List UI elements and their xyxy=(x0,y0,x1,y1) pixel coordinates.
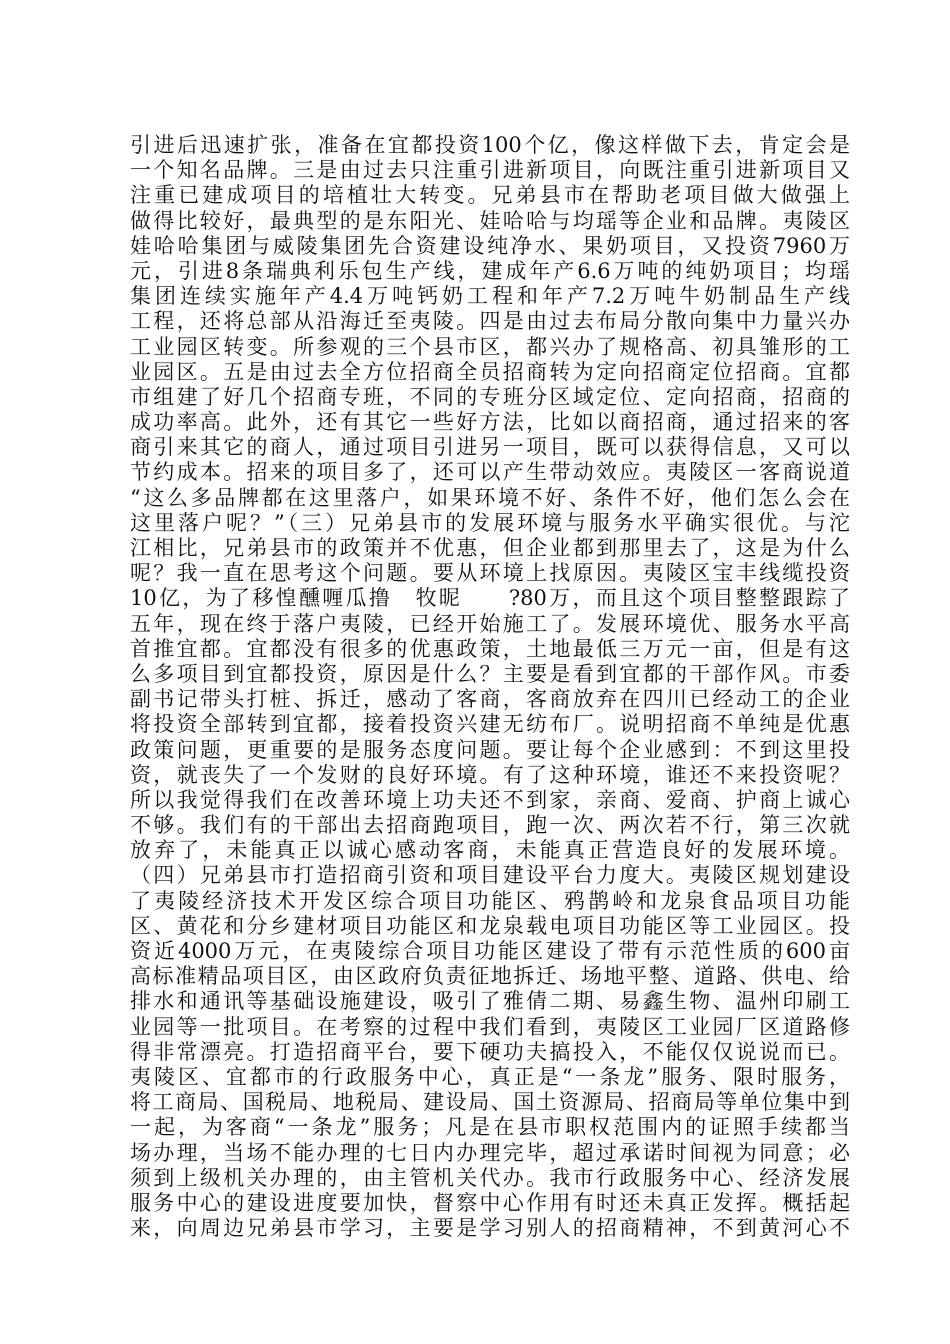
text-line: 副书记带头打桩、拆迁，感动了客商，客商放弃在四川已经动工的企业 xyxy=(130,687,850,712)
text-line: 放弃了，未能真正以诚心感动客商，未能真正营造良好的发展环境。 xyxy=(130,838,850,863)
text-line: 了夷陵经济技术开发区综合项目功能区、鸦鹊岭和龙泉食品项目功能 xyxy=(130,888,850,913)
text-line: 工业园区转变。所参观的三个县市区，都兴办了规格高、初具雏形的工 xyxy=(130,334,850,359)
text-line: 高标准精品项目区，由区政府负责征地拆迁、场地平整、道路、供电、给 xyxy=(130,964,850,989)
text-line: 不够。我们有的干部出去招商跑项目，跑一次、两次若不行，第三次就 xyxy=(130,813,850,838)
text-line: 元，引进8条瑞典利乐包生产线，建成年产6.6万吨的纯奶项目；均瑶 xyxy=(130,258,850,283)
text-line: 市组建了好几个招商专班，不同的专班分区域定位、定向招商，招商的 xyxy=(130,384,850,409)
text-line: 业园等一批项目。在考察的过程中我们看到，夷陵区工业园厂区道路修 xyxy=(130,1014,850,1039)
text-line: 做得比较好，最典型的是东阳光、娃哈哈与均瑶等企业和品牌。夷陵区 xyxy=(130,208,850,233)
text-line: 五年，现在终于落户夷陵，已经开始施工了。发展环境优、服务水平高 xyxy=(130,611,850,636)
text-line: 得非常漂亮。打造招商平台，要下硬功夫搞投入，不能仅仅说说而已。 xyxy=(130,1039,850,1064)
text-line: 商引来其它的商人，通过项目引进另一项目，既可以获得信息，又可以 xyxy=(130,435,850,460)
text-line: （四）兄弟县市打造招商引资和项目建设平台力度大。夷陵区规划建设 xyxy=(130,863,850,888)
text-line: 来，向周边兄弟县市学习，主要是学习别人的招商精神，不到黄河心不 xyxy=(130,1216,850,1241)
text-line: 10亿，为了移惶醺喱瓜撸 牧昵 ?80万，而且这个项目整整跟踪了 xyxy=(130,586,850,611)
text-line: 么多项目到宜都投资，原因是什么？主要是看到宜都的干部作风。市委 xyxy=(130,661,850,686)
text-line: 江相比，兄弟县市的政策并不优惠，但企业都到那里去了，这是为什么 xyxy=(130,536,850,560)
text-line: 排水和通讯等基础设施建设，吸引了雅倩二期、易鑫生物、温州印刷工 xyxy=(130,989,850,1014)
text-line: 将投资全部转到宜都，接着投资兴建无纺布厂。说明招商不单纯是优惠 xyxy=(130,712,850,737)
text-line: 将工商局、国税局、地税局、建设局、国土资源局、招商局等单位集中到 xyxy=(130,1090,850,1115)
text-line: 娃哈哈集团与威陵集团先合资建设纯净水、果奶项目，又投资7960万 xyxy=(130,233,850,258)
text-line: 这里落户呢？”（三）兄弟县市的发展环境与服务水平确实很优。与沱 xyxy=(130,510,850,535)
text-line: 集团连续实施年产4.4万吨钙奶工程和年产7.2万吨牛奶制品生产线 xyxy=(130,284,850,309)
text-line: 一起，为客商“一条龙”服务；凡是在县市职权范围内的证照手续都当 xyxy=(130,1115,850,1140)
body-text xyxy=(130,133,850,1241)
text-line: 区、黄花和分乡建材项目功能区和龙泉载电项目功能区等工业园区。投 xyxy=(130,913,850,938)
text-line: 引进后迅速扩张，准备在宜都投资100个亿，像这样做下去，肯定会是 xyxy=(130,133,850,157)
text-line: 资，就丧失了一个发财的良好环境。有了这种环境，谁还不来投资呢？ xyxy=(130,762,850,787)
text-line: 工程，还将总部从沿海迁至夷陵。四是由过去布局分散向集中力量兴办 xyxy=(130,309,850,334)
text-line: 成功率高。此外，还有其它一些好方法，比如以商招商，通过招来的客 xyxy=(130,410,850,435)
text-line: “这么多品牌都在这里落户，如果环境不好、条件不好，他们怎么会在 xyxy=(130,485,850,510)
text-line: 节约成本。招来的项目多了，还可以产生带动效应。夷陵区一客商说道 xyxy=(130,460,850,485)
text-line: 须到上级机关办理的，由主管机关代办。我市行政服务中心、经济发展 xyxy=(130,1165,850,1190)
text-line: 业园区。五是由过去全方位招商全员招商转为定向招商定位招商。宜都 xyxy=(130,359,850,384)
text-line: 夷陵区、宜都市的行政服务中心，真正是“一条龙”服务、限时服务， xyxy=(130,1064,850,1089)
text-line: 服务中心的建设进度要加快，督察中心作用有时还未真正发挥。概括起 xyxy=(130,1190,850,1215)
text-line: 注重已建成项目的培植壮大转变。兄弟县市在帮助老项目做大做强上 xyxy=(130,183,850,208)
text-line: 所以我觉得我们在改善环境上功夫还不到家，亲商、爱商、护商上诚心 xyxy=(130,787,850,812)
text-line: 一个知名品牌。三是由过去只注重引进新项目，向既注重引进新项目又 xyxy=(130,158,850,183)
text-line: 政策问题，更重要的是服务态度问题。要让每个企业感到：不到这里投 xyxy=(130,737,850,762)
text-line: 资近4000万元，在夷陵综合项目功能区建设了带有示范性质的600亩 xyxy=(130,939,850,963)
text-line: 呢？我一直在思考这个问题。要从环境上找原因。夷陵区宝丰线缆投资 xyxy=(130,561,850,586)
text-line: 首推宜都。宜都没有很多的优惠政策，土地最低三万元一亩，但是有这 xyxy=(130,636,850,661)
text-line: 场办理，当场不能办理的七日内办理完毕，超过承诺时间视为同意；必 xyxy=(130,1140,850,1165)
